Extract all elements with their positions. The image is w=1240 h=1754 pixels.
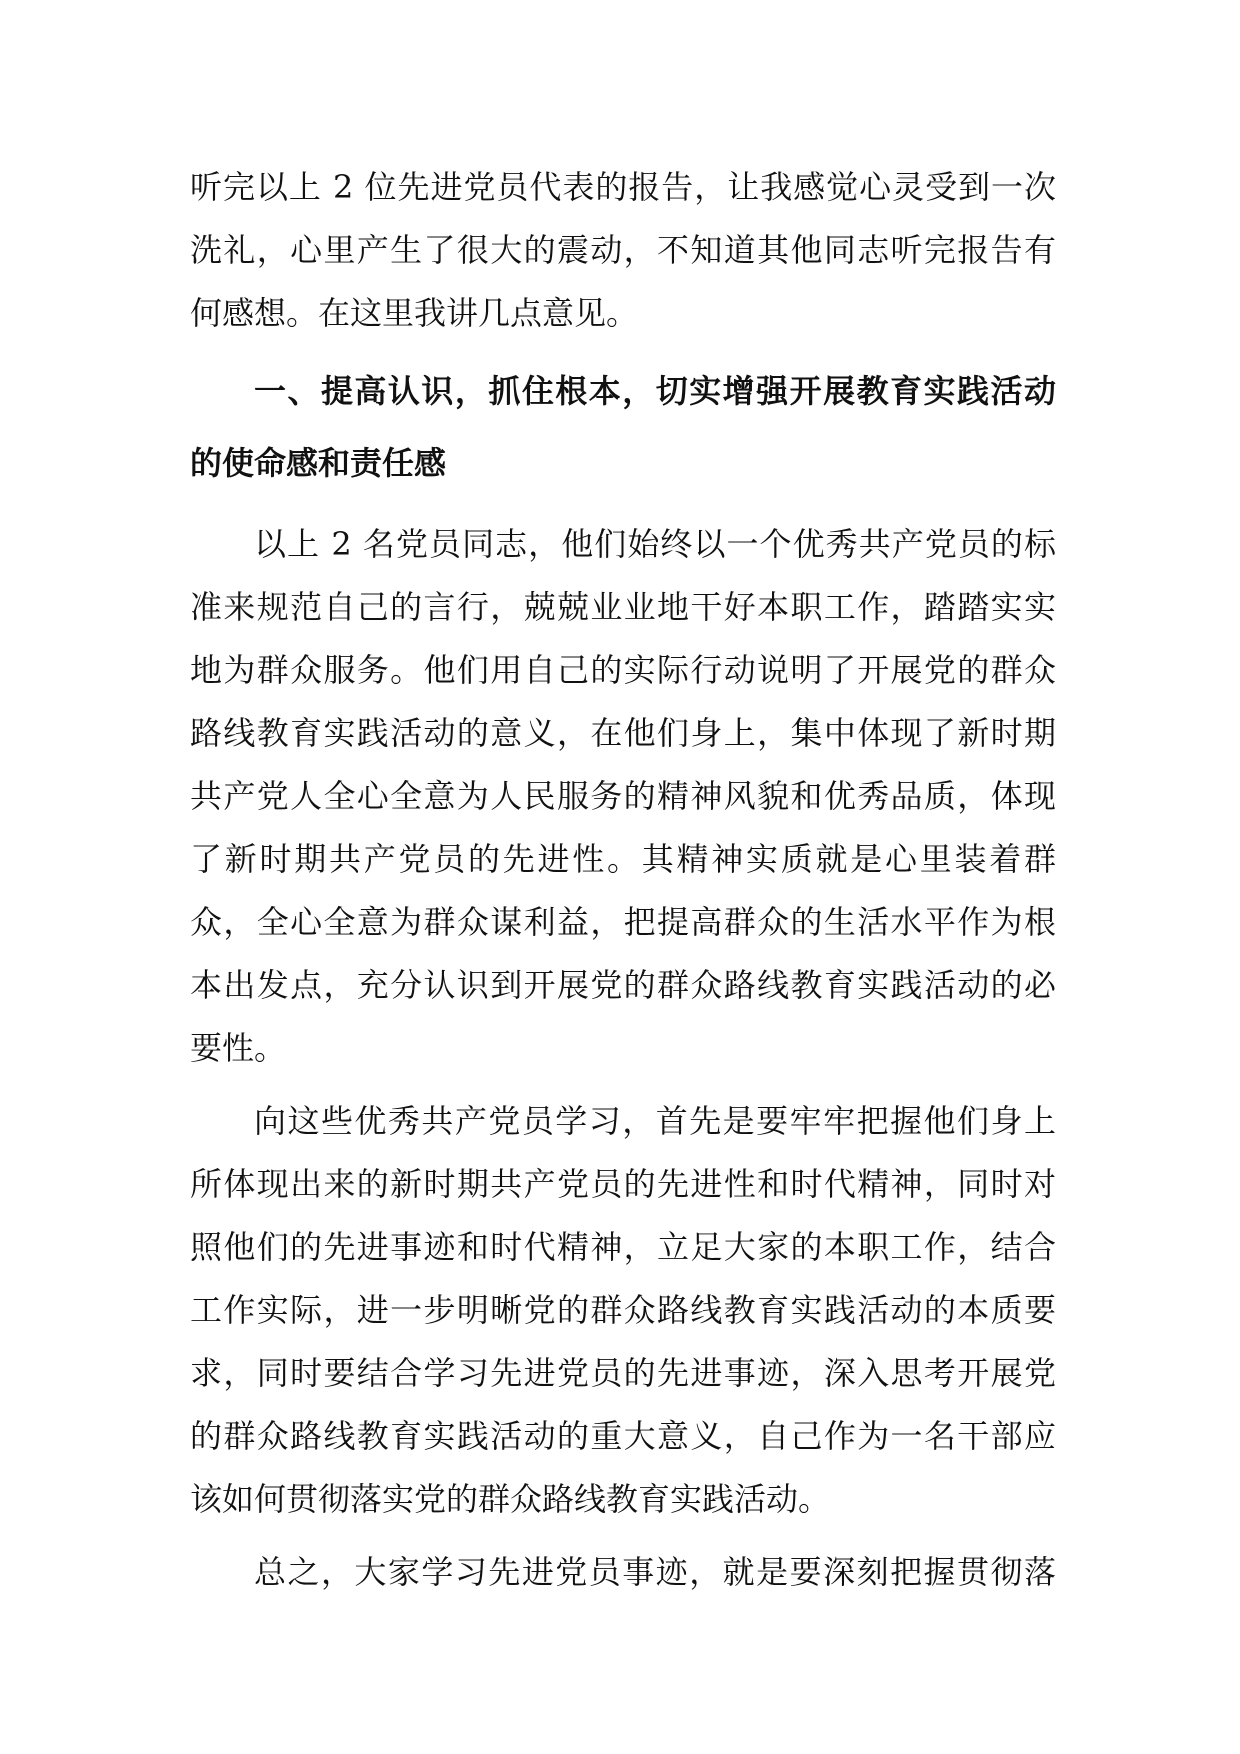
- text-line: 求，同时要结合学习先进党员的先进事迹，深入思考开展党: [190, 1354, 1056, 1392]
- paragraph-body-3: [190, 1541, 1056, 1604]
- heading-line: 的使命感和责任感: [190, 444, 447, 482]
- text-line: 众，全心全意为群众谋利益，把提高群众的生活水平作为根: [190, 903, 1056, 941]
- text-line: 总之，大家学习先进党员事迹，就是要深刻把握贯彻落: [254, 1553, 1056, 1591]
- text-line: 以上 2 名党员同志，他们始终以一个优秀共产党员的标: [254, 525, 1056, 563]
- text-line: 所体现出来的新时期共产党员的先进性和时代精神，同时对: [190, 1165, 1056, 1203]
- text-line: 工作实际，进一步明晰党的群众路线教育实践活动的本质要: [190, 1291, 1056, 1329]
- text-line: 听完以上 2 位先进党员代表的报告，让我感觉心灵受到一次: [190, 168, 1056, 206]
- heading-line: 一、提高认识，抓住根本，切实增强开展教育实践活动: [254, 372, 1056, 410]
- text-line: 向这些优秀共产党员学习，首先是要牢牢把握他们身上: [254, 1102, 1056, 1140]
- text-line: 要性。: [190, 1029, 287, 1067]
- document-body: [190, 156, 1056, 1614]
- text-line: 洗礼，心里产生了很大的震动，不知道其他同志听完报告有: [190, 231, 1056, 269]
- text-line: 该如何贯彻落实党的群众路线教育实践活动。: [190, 1480, 831, 1518]
- text-line: 准来规范自己的言行，兢兢业业地干好本职工作，踏踏实实: [190, 588, 1056, 626]
- text-line: 地为群众服务。他们用自己的实际行动说明了开展党的群众: [190, 651, 1056, 689]
- text-line: 本出发点，充分认识到开展党的群众路线教育实践活动的必: [190, 966, 1056, 1004]
- text-line: 何感想。在这里我讲几点意见。: [190, 294, 639, 332]
- text-line: 的群众路线教育实践活动的重大意义，自己作为一名干部应: [190, 1417, 1056, 1455]
- section-heading: [190, 355, 1056, 499]
- text-line: 共产党人全心全意为人民服务的精神风貌和优秀品质，体现: [190, 777, 1056, 815]
- text-line: 照他们的先进事迹和时代精神，立足大家的本职工作，结合: [190, 1228, 1056, 1266]
- text-line: 了新时期共产党员的先进性。其精神实质就是心里装着群: [190, 840, 1056, 878]
- paragraph-body-1: [190, 513, 1056, 1080]
- paragraph-body-2: [190, 1090, 1056, 1531]
- text-line: 路线教育实践活动的意义，在他们身上，集中体现了新时期: [190, 714, 1056, 752]
- paragraph-intro: [190, 156, 1056, 345]
